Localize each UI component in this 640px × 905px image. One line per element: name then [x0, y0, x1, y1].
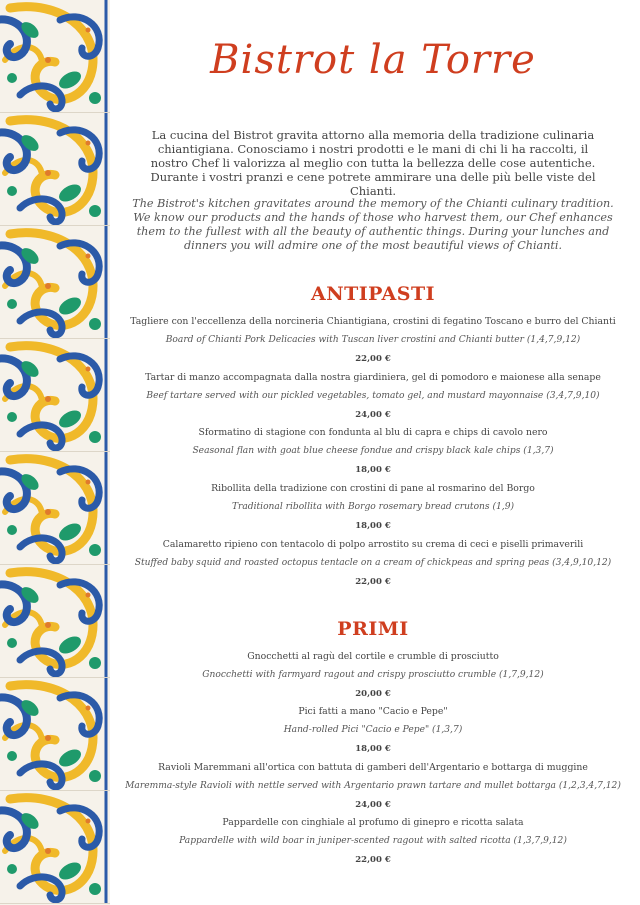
dish-name: Calamaretto ripieno con tentacolo di polpo arrostito su crema di ceci e piselli primaverili — [162, 539, 584, 550]
dish-price: 24,00 € — [355, 800, 391, 810]
intro-english: The Bistrot's kitchen gravitates around the memory of the Chianti culinary tradition. We know our products and the hands of those who harvest them, our Chef enhances them to the fullest with all the beauty of authentic things. During your lunches and dinners you will admire one of the most beautiful views of Chianti. — [132, 197, 614, 252]
decorative-tile-border — [0, 0, 110, 905]
dish-english: Hand-rolled Pici "Cacio e Pepe" (1,3,7) — [283, 725, 463, 735]
dish-price: 18,00 € — [355, 521, 391, 531]
dish-name: Tartar di manzo accompagnata dalla nostra giardiniera, gel di pomodoro e maionese alla senape — [145, 372, 601, 383]
dish-name: Ravioli Maremmani all'ortica con battuta di gamberi dell'Argentario e bottarga di muggine — [158, 762, 588, 773]
dish-name: Sformatino di stagione con fondunta al blu di capra e chips di cavolo nero — [198, 427, 548, 438]
dish-english: Stuffed baby squid and roasted octopus tentacle on a cream of chickpeas and spring peas (3,4,9,10,12) — [134, 558, 612, 568]
dish-name: Pappardelle con cinghiale al profumo di ginepro e ricotta salata — [222, 817, 524, 828]
dish-price: 18,00 € — [355, 465, 391, 475]
restaurant-title: Bistrot la Torre — [210, 37, 536, 83]
dish-name: Ribollita della tradizione con crostini di pane al rosmarino del Borgo — [211, 483, 535, 494]
dish-english: Beef tartare served with our pickled vegetables, tomato gel, and mustard mayonnaise (3,4,7,9,10) — [146, 391, 600, 401]
dish-english: Board of Chianti Pork Delicacies with Tuscan liver crostini and Chianti butter (1,4,7,9,12) — [165, 335, 581, 345]
dish-price: 18,00 € — [355, 744, 391, 754]
dish-name: Pici fatti a mano "Cacio e Pepe" — [298, 706, 448, 717]
intro-italian: La cucina del Bistrot gravita attorno alla memoria della tradizione culinaria chiantigiana. Conosciamo i nostri prodotti e le mani di chi li ha raccolti, il nostro Chef li valorizza al meglio con tutta la bellezza delle cose autentiche. Durante i vostri pranzi e cene potrete ammirare una delle più belle viste del Chianti. — [150, 128, 596, 198]
majolica-tile-pattern — [0, 0, 110, 905]
dish-price: 22,00 € — [355, 354, 391, 364]
dish-english: Seasonal flan with goat blue cheese fondue and crispy black kale chips (1,3,7) — [192, 446, 554, 456]
dish-english: Traditional ribollita with Borgo rosemary bread crutons (1,9) — [231, 502, 515, 512]
dish-name: Tagliere con l'eccellenza della norcineria Chiantigiana, crostini di fegatino Toscano e burro del Chianti — [130, 316, 616, 327]
dish-price: 20,00 € — [355, 689, 391, 699]
dish-english: Maremma-style Ravioli with nettle served with Argentario prawn tartare and mullet bottarga (1,2,3,4,7,12) — [125, 781, 621, 791]
dish-name: Gnocchetti al ragù del cortile e crumble di prosciutto — [247, 651, 499, 662]
dish-price: 22,00 € — [355, 577, 391, 587]
dish-price: 24,00 € — [355, 410, 391, 420]
dish-english: Gnocchetti with farmyard ragout and crispy prosciutto crumble (1,7,9,12) — [202, 670, 544, 680]
section-heading-antipasti: ANTIPASTI — [310, 283, 436, 305]
dish-price: 22,00 € — [355, 855, 391, 865]
dish-english: Pappardelle with wild boar in juniper-scented ragout with salted ricotta (1,3,7,9,12) — [179, 836, 567, 846]
section-heading-primi: PRIMI — [337, 618, 409, 640]
menu-content — [122, 0, 624, 905]
